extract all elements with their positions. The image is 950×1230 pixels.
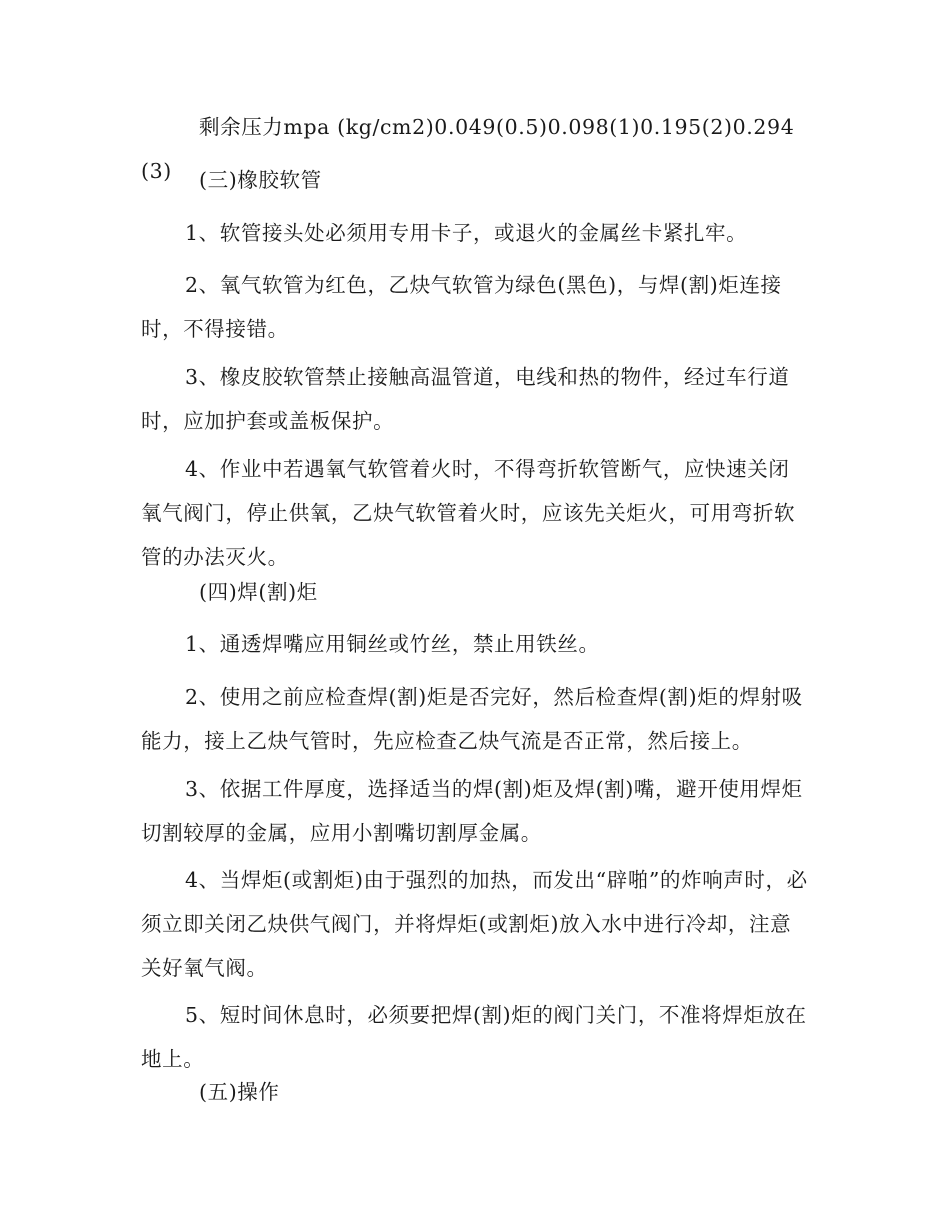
section-heading-operation: (五)操作 xyxy=(199,1080,280,1104)
paragraph-torch-2: 2、使用之前应检查焊(割)炬是否完好，然后检查焊(割)炬的焊射吸能力，接上乙炔气管时，先应检查乙炔气流是否正常，然后接上。 xyxy=(141,685,803,753)
paragraph-hose-4: 4、作业中若遇氧气软管着火时，不得弯折软管断气，应快速关闭氧气阀门，停止供氧，乙炔气软管着火时，应该先关炬火，可用弯折软管的办法灭火。 xyxy=(141,457,796,569)
paragraph-hose-3: 3、橡皮胶软管禁止接触高温管道，电线和热的物件，经过车行道时，应加护套或盖板保护。 xyxy=(141,365,790,433)
paragraph-hose-2: 2、氧气软管为红色，乙炔气软管为绿色(黑色)，与焊(割)炬连接时，不得接错。 xyxy=(141,273,782,341)
paragraph-torch-4: 4、当焊炬(或割炬)由于强烈的加热，而发出“辟啪”的炸响声时，必须立即关闭乙炔供气阀门，并将焊炬(或割炬)放入水中进行冷却，注意关好氧气阀。 xyxy=(141,868,808,980)
pressure-table-line: 剩余压力mpa (kg/cm2)0.049(0.5)0.098(1)0.195(2)0.294(3) xyxy=(141,115,795,183)
paragraph-torch-5: 5、短时间休息时，必须要把焊(割)炬的阀门关门，不准将焊炬放在地上。 xyxy=(141,1003,807,1071)
paragraph-torch-1: 1、通透焊嘴应用铜丝或竹丝，禁止用铁丝。 xyxy=(185,632,600,656)
paragraph-torch-3: 3、依据工件厚度，选择适当的焊(割)炬及焊(割)嘴，避开使用焊炬切割较厚的金属，应用小割嘴切割厚金属。 xyxy=(141,777,803,845)
paragraph-hose-1: 1、软管接头处必须用专用卡子，或退火的金属丝卡紧扎牢。 xyxy=(185,221,748,245)
section-heading-rubber-hose: (三)橡胶软管 xyxy=(199,168,322,192)
section-heading-torch: (四)焊(割)炬 xyxy=(199,580,318,604)
